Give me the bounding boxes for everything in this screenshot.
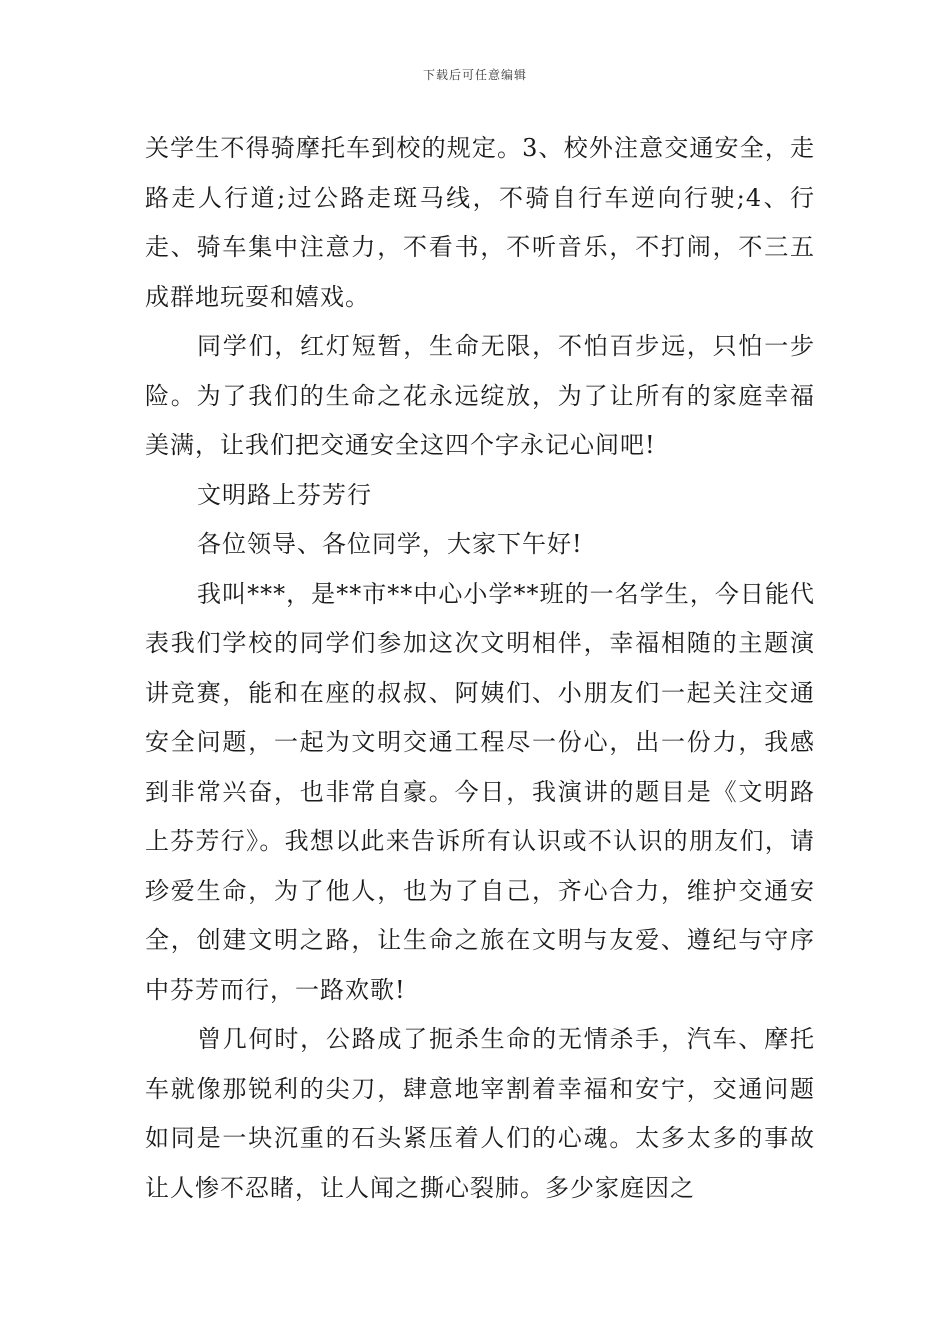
paragraph-closing: 同学们，红灯短暂，生命无限，不怕百步远，只怕一步险。为了我们的生命之花永远绽放，为了让所有的家庭幸福美满，让我们把交通安全这四个字永记心间吧! bbox=[145, 332, 815, 459]
paragraph-traffic-rules: 关学生不得骑摩托车到校的规定。3、校外注意交通安全，走路走人行道;过公路走斑马线，不骑自行车逆向行驶;4、行走、骑车集中注意力，不看书，不听音乐，不打闹，不三五成群地玩耍和嬉戏。 bbox=[145, 134, 815, 311]
page-header: 下载后可任意编辑 bbox=[422, 68, 527, 82]
paragraph-greeting: 各位领导、各位同学，大家下午好! bbox=[197, 530, 583, 558]
document-body bbox=[145, 124, 815, 1213]
speech-title: 文明路上芬芳行 bbox=[197, 480, 372, 509]
paragraph-accidents: 曾几何时，公路成了扼杀生命的无情杀手，汽车、摩托车就像那锐利的尖刀，肆意地宰割着幸福和安宁，交通问题如同是一块沉重的石头紧压着人们的心魂。太多太多的事故让人惨不忍睹，让人闻之撕心裂肺。多少家庭因之 bbox=[145, 1025, 815, 1202]
paragraph-introduction: 我叫***，是**市**中心小学**班的一名学生，今日能代表我们学校的同学们参加这次文明相伴，幸福相随的主题演讲竞赛，能和在座的叔叔、阿姨们、小朋友们一起关注交通安全问题，一起为文明交通工程尽一份心，出一份力，我感到非常兴奋，也非常自豪。今日，我演讲的题目是《文明路上芬芳行》。我想以此来告诉所有认识或不认识的朋友们，请珍爱生命，为了他人，也为了自己，齐心合力，维护交通安全，创建文明之路，让生命之旅在文明与友爱、遵纪与守序中芬芳而行，一路欢歌! bbox=[145, 579, 815, 1004]
